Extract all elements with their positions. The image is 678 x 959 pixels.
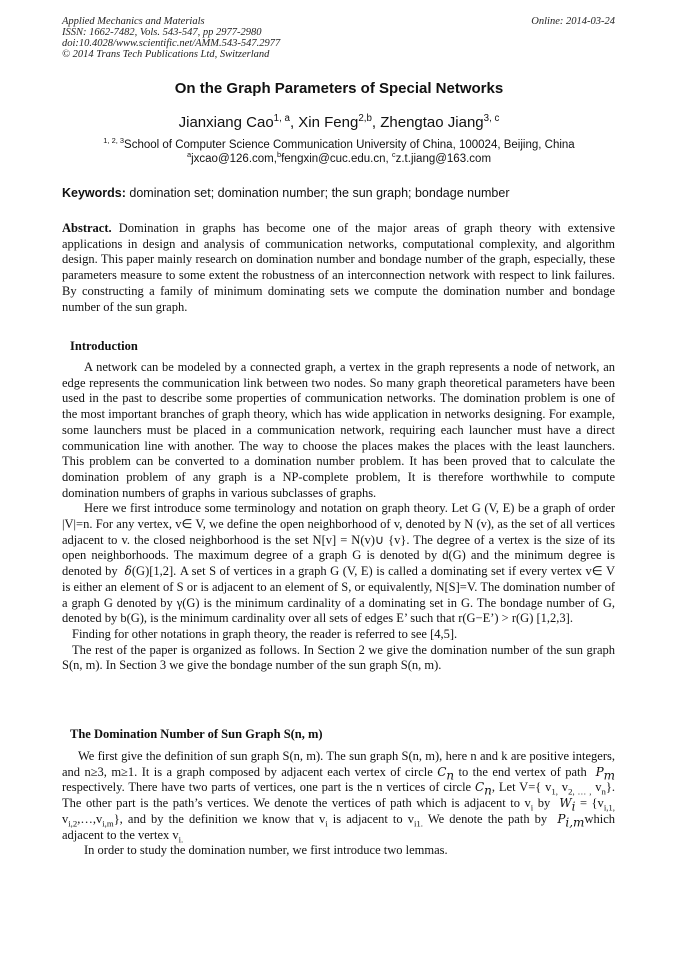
math-sub: i [530, 802, 534, 813]
math-sub: i,1, [603, 802, 615, 813]
paragraph [62, 501, 615, 627]
math-symbol: C [437, 764, 447, 779]
copyright-line: © 2014 Trans Tech Publications Ltd, Switzerland [62, 49, 270, 60]
affil-mark: 1, 2, 3 [103, 136, 125, 146]
email-mark: b [276, 150, 282, 160]
author-affil-mark: 1, a [273, 113, 290, 124]
paragraph-text: which adjacent to the vertex v [62, 811, 615, 842]
author-name: Jianxiang Cao [178, 114, 274, 131]
paragraph-text: Here we first introduce some terminology and notation on graph theory. Let G (V, E) be a graph of order |V|=n. For any vertex, v∈ V, we define the open neighborhood of v, denoted by N (v), as the set of all vertices adjacent to v. the closed neighborhood is the set N[v] = N(v)∪ {v}. The degree of a vertex is the size of its open neighborhoods. The maximum degree of a graph G is denoted by d(G) and the minimum degree is denoted by [62, 501, 615, 579]
affil-text: School of Computer Science Communication University of China, 100024, Beijing, China [124, 139, 575, 151]
emails [0, 152, 678, 166]
math-sub: n [446, 768, 455, 783]
paragraph-text: We denote the path by [427, 811, 548, 826]
journal-name: Applied Mechanics and Materials [62, 16, 205, 27]
math-sub: n [601, 786, 606, 797]
paragraph-text: We first give the definition of sun graph S(n, m). The sun graph S(n, m), here n and k are positive integers, and n≥3, m≥1. It is a graph composed by adjacent each vertex of circle [62, 749, 615, 779]
email-a: jxcao@126.com, [191, 153, 277, 165]
math-sub: m [603, 768, 616, 783]
author-affil-mark: 3, c [483, 113, 500, 124]
keywords-text: domination set; domination number; the sun graph; bondage number [129, 186, 510, 200]
math-sub: i,m [102, 818, 114, 829]
paragraph-text: }, and by the definition we know that v [113, 811, 326, 826]
paragraph-text: }. The other part is the path’s vertices. We denote the vertices of path which is adjacent to v [62, 780, 616, 811]
paragraph: In order to study the domination number, we first introduce two lemmas. [84, 843, 448, 858]
paragraph-text: by [537, 796, 551, 811]
introduction-body [62, 360, 615, 674]
math-sub: i,m [565, 815, 585, 830]
author-affil-mark: 2,b [358, 113, 372, 124]
paragraph: The rest of the paper is organized as follows. In Section 2 we give the domination number of the sun graph S(n, m). In Section 3 we give the bondage number of the sun graph S(n, m). [62, 642, 615, 673]
section-heading-introduction: Introduction [70, 339, 138, 353]
math-symbol: P [595, 764, 604, 779]
keywords [62, 186, 615, 200]
abstract-label: Abstract. [62, 221, 112, 235]
paragraph: A network can be modeled by a connected graph, a vertex in the graph represents a node of network, an edge represents the communication link between two nodes. So many graph theoretical parameters have been used in the past to describe some properties of communication networks. The domination problem is one of the most important branches of graph theory, which has wide application in networks designing. For example, some launchers must be placed in a communication network, requiring each launcher must have a direct communication line with another. The way to choose the places makes the places with the least launchers. This problem can be converted to a domination number problem. It has been proved that to calculate the domination problem of any graph is a NP-complete problem, It is therefore worthwhile to compute domination numbers of graphs in various subclasses of graphs. [62, 360, 615, 500]
paper-title: On the Graph Parameters of Special Networks [174, 80, 504, 97]
journal-header [62, 16, 615, 60]
paragraph [62, 749, 615, 843]
math-sub: i,2 [68, 818, 78, 829]
paragraph: Finding for other notations in graph theory, the reader is referred to see [4,5]. [72, 626, 458, 641]
author-name: Xin Feng [298, 114, 359, 131]
delta-symbol: δ [124, 564, 132, 579]
paragraph-text: v [62, 811, 69, 826]
email-mark: c [391, 150, 396, 160]
abstract-text: Domination in graphs has become one of the major areas of graph theory with extensive applications in design and analysis of communication networks, computational complexity, and algorithm design. This paper mainly research on domination number and bondage number of the graph, especially, these parameters measure to some extent the robustness of an interconnection network with respect to link failures. By constructing a family of minimum dominating sets we compute the domination number and bondage number of the sun graph. [62, 221, 616, 314]
paragraph-text: v [591, 780, 602, 795]
math-symbol: C [474, 780, 485, 795]
paragraph-text: is adjacent to v [327, 811, 414, 826]
math-sub: 2, … , [568, 786, 592, 797]
abstract [62, 221, 615, 315]
issn-line: ISSN: 1662-7482, Vols. 543-547, pp 2977-2980 [62, 27, 262, 38]
email-b: fengxin@cuc.edu.cn, [281, 153, 389, 165]
section-heading-domination: The Domination Number of Sun Graph S(n, m) [70, 727, 323, 741]
paragraph-text: ,…,v [77, 811, 103, 826]
math-symbol: P [557, 811, 566, 826]
paragraph-text: to the end vertex of path [458, 764, 587, 779]
paragraph-text: , Let V={ v [491, 780, 552, 795]
math-symbol: W [559, 796, 572, 811]
paragraph-text: (G)[1,2]. A set S of vertices in a graph G (V, E) is called a dominating set if every vertex v∈ V is either an element of S or is adjacent to an element of S, or equivalently, N[S]=V. The domination number of a graph G denoted by γ(G) is the minimum cardinality of a dominating set in G. The bondage number of G, denoted by b(G), is the minimum cardinality over all sets of edges E’ such that r(G−E’) > r(G) [1,2,3]. [62, 564, 616, 626]
keywords-label: Keywords: [62, 186, 126, 200]
author-name: Zhengtao Jiang [380, 114, 484, 131]
math-sub: i [325, 818, 328, 829]
math-sub: i. [178, 834, 184, 845]
affiliation [0, 138, 678, 166]
domination-body [62, 749, 615, 859]
math-sub: 1, [551, 786, 558, 797]
email-mark: a [186, 150, 192, 160]
online-date: Online: 2014-03-24 [531, 16, 615, 27]
paragraph-text: respectively. There have two parts of vertices, one part is the n vertices of circle [62, 780, 472, 795]
doi-line: doi:10.4028/www.scientific.net/AMM.543-547.2977 [62, 38, 281, 49]
email-c: z.t.jiang@163.com [395, 153, 492, 165]
author-list: Jianxiang Cao$^{1, a}$, Xin Feng$^{2,b}$, Zhengtao Jiang$^{3, c}$ [178, 113, 500, 131]
math-sub: n [484, 783, 492, 798]
paragraph-text: v [557, 780, 569, 795]
math-sub: i1. [414, 818, 423, 829]
paragraph-text: = {v [579, 796, 604, 811]
math-sub: i [571, 799, 576, 814]
